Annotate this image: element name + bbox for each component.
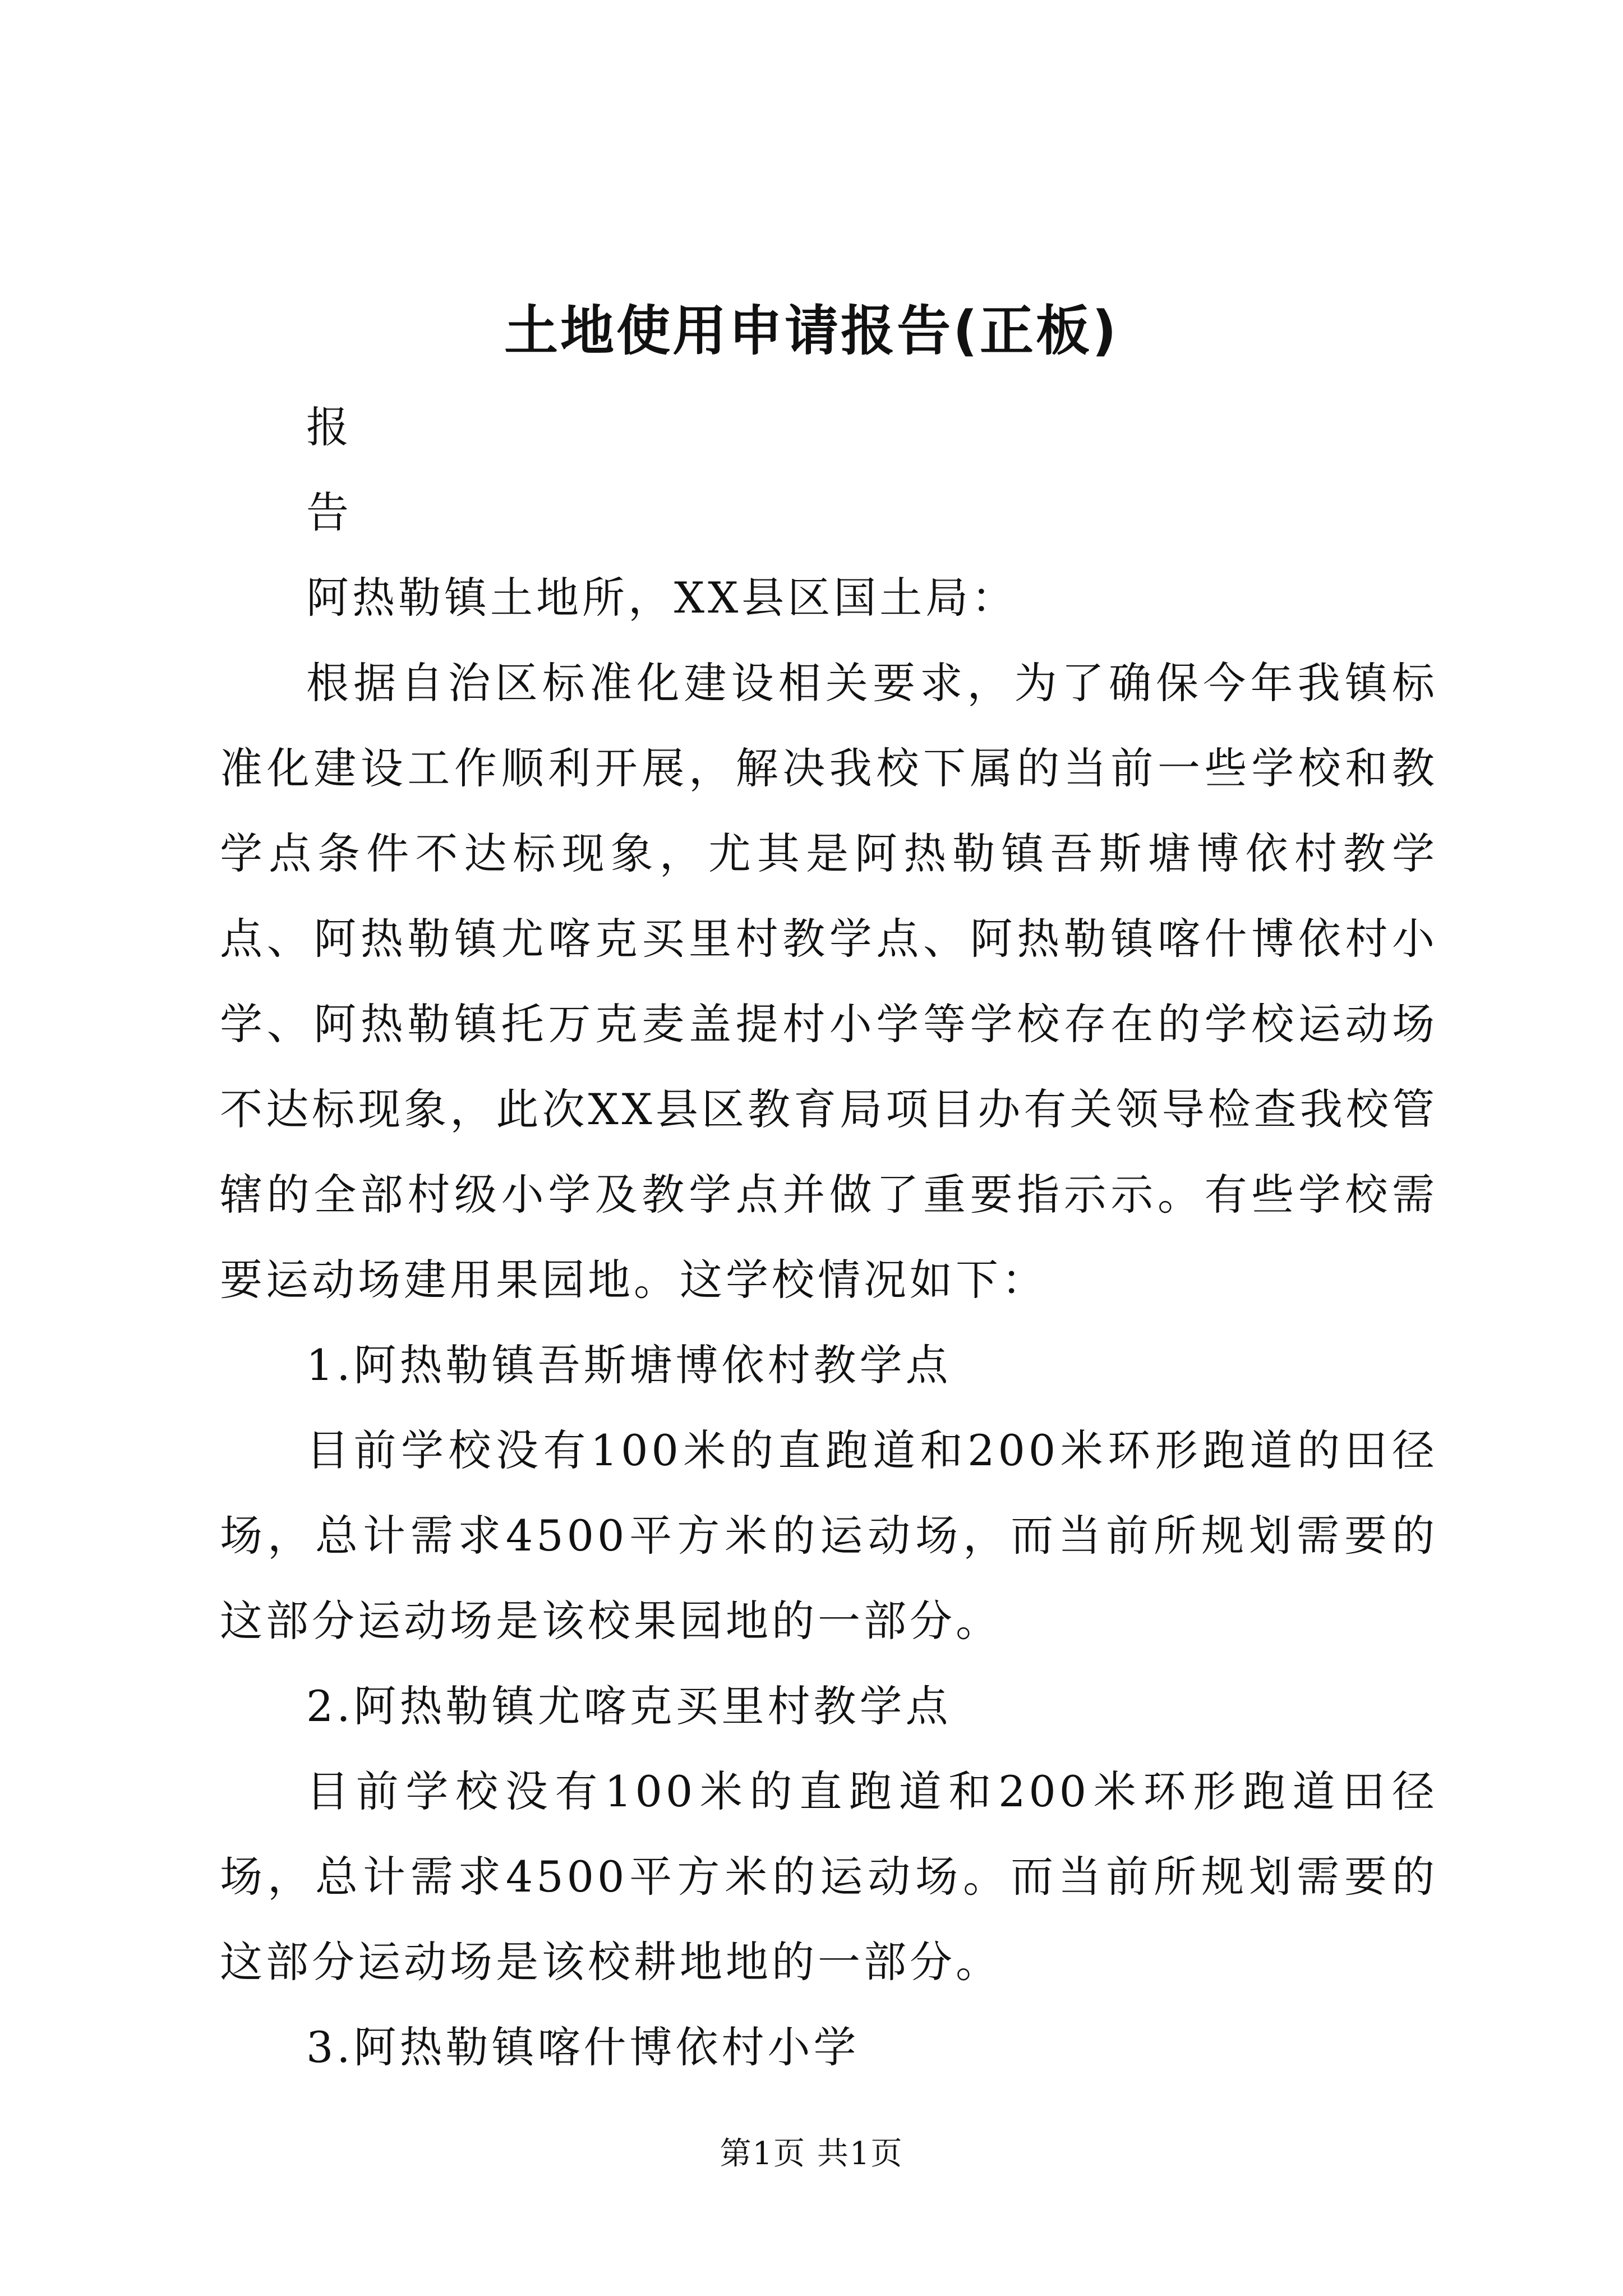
paragraph-detail-1: 目前学校没有100米的直跑道和200米环形跑道的田径场，总计需求4500平方米的运动场，而当前所规划需要的这部分运动场是该校果园地的一部分。 <box>220 1425 1438 1646</box>
paragraph-heading-2: 2.阿热勒镇尤喀克买里村教学点 <box>306 1681 952 1731</box>
paragraph-heading-3: 3.阿热勒镇喀什博依村小学 <box>306 2022 860 2072</box>
page-footer: 第1页 共1页 <box>720 2136 903 2172</box>
paragraph-addressee: 阿热勒镇土地所，XX县区国土局： <box>306 573 1018 623</box>
paragraph-background: 根据自治区标准化建设相关要求，为了确保今年我镇标准化建设工作顺利开展，解决我校下属的当前一些学校和教学点条件不达标现象，尤其是阿热勒镇吾斯塘博依村教学点、阿热勒镇尤喀克买里村教学点、阿热勒镇喀什博依村小学、阿热勒镇托万克麦盖提村小学等学校存在的学校运动场不达标现象，此次XX县区教育局项目办有关领导检查我校管辖的全部村级小学及教学点并做了重要指示示。有些学校需要运动场建用果园地。这学校情况如下： <box>220 658 1438 1305</box>
paragraph-gao: 告 <box>306 487 352 537</box>
paragraph-bao: 报 <box>306 402 352 452</box>
paragraph-heading-1: 1.阿热勒镇吾斯塘博依村教学点 <box>306 1340 952 1390</box>
document-body <box>220 385 1438 2090</box>
paragraph-detail-2: 目前学校没有100米的直跑道和200米环形跑道田径场，总计需求4500平方米的运动场。而当前所规划需要的这部分运动场是该校耕地地的一部分。 <box>220 1766 1438 1987</box>
document-title: 土地使用申请报告(正板) <box>504 300 1119 362</box>
